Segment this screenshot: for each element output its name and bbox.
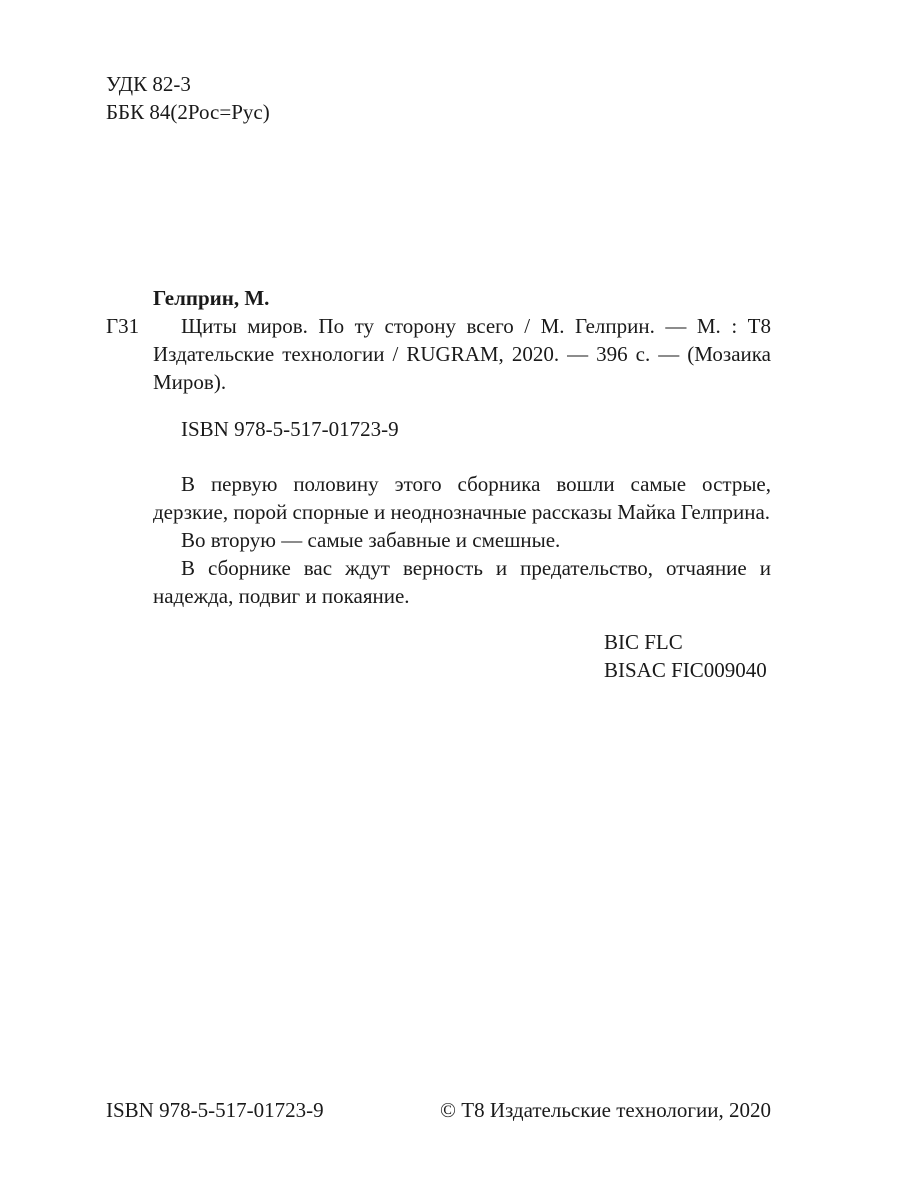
bbk-code: ББК 84(2Рос=Рус) [106,100,270,124]
footer-copyright: © Т8 Издательские технологии, 2020 [440,1098,771,1122]
subject-codes [604,628,767,684]
annotation-paragraph: Во вторую — самые забавные и смешные. [181,528,561,552]
annotation-paragraph: В первую половину этого сборника вошли самые острые, дерзкие, порой спорные и неоднозначные рассказы Майка Гелприна. [153,472,771,524]
udk-code: УДК 82-3 [106,72,191,96]
bisac-code: BISAC FIC009040 [604,658,767,682]
annotation [153,470,771,610]
bibliographic-description: Щиты миров. По ту сторону всего / М. Гелприн. — М. : Т8 Издательские технологии / RUGRAM, 2020. — 396 с. — (Мозаика Миров). [153,314,771,394]
footer-isbn: ISBN 978-5-517-01723-9 [106,1098,324,1122]
classification-block [106,70,270,126]
bic-code: BIC FLC [604,630,683,654]
author-mark-code: Г31 [106,314,140,338]
entry-isbn: ISBN 978-5-517-01723-9 [181,417,399,441]
author-heading: Гелприн, М. [153,286,270,310]
annotation-paragraph: В сборнике вас ждут верность и предательство, отчаяние и надежда, подвиг и покаяние. [153,556,771,608]
